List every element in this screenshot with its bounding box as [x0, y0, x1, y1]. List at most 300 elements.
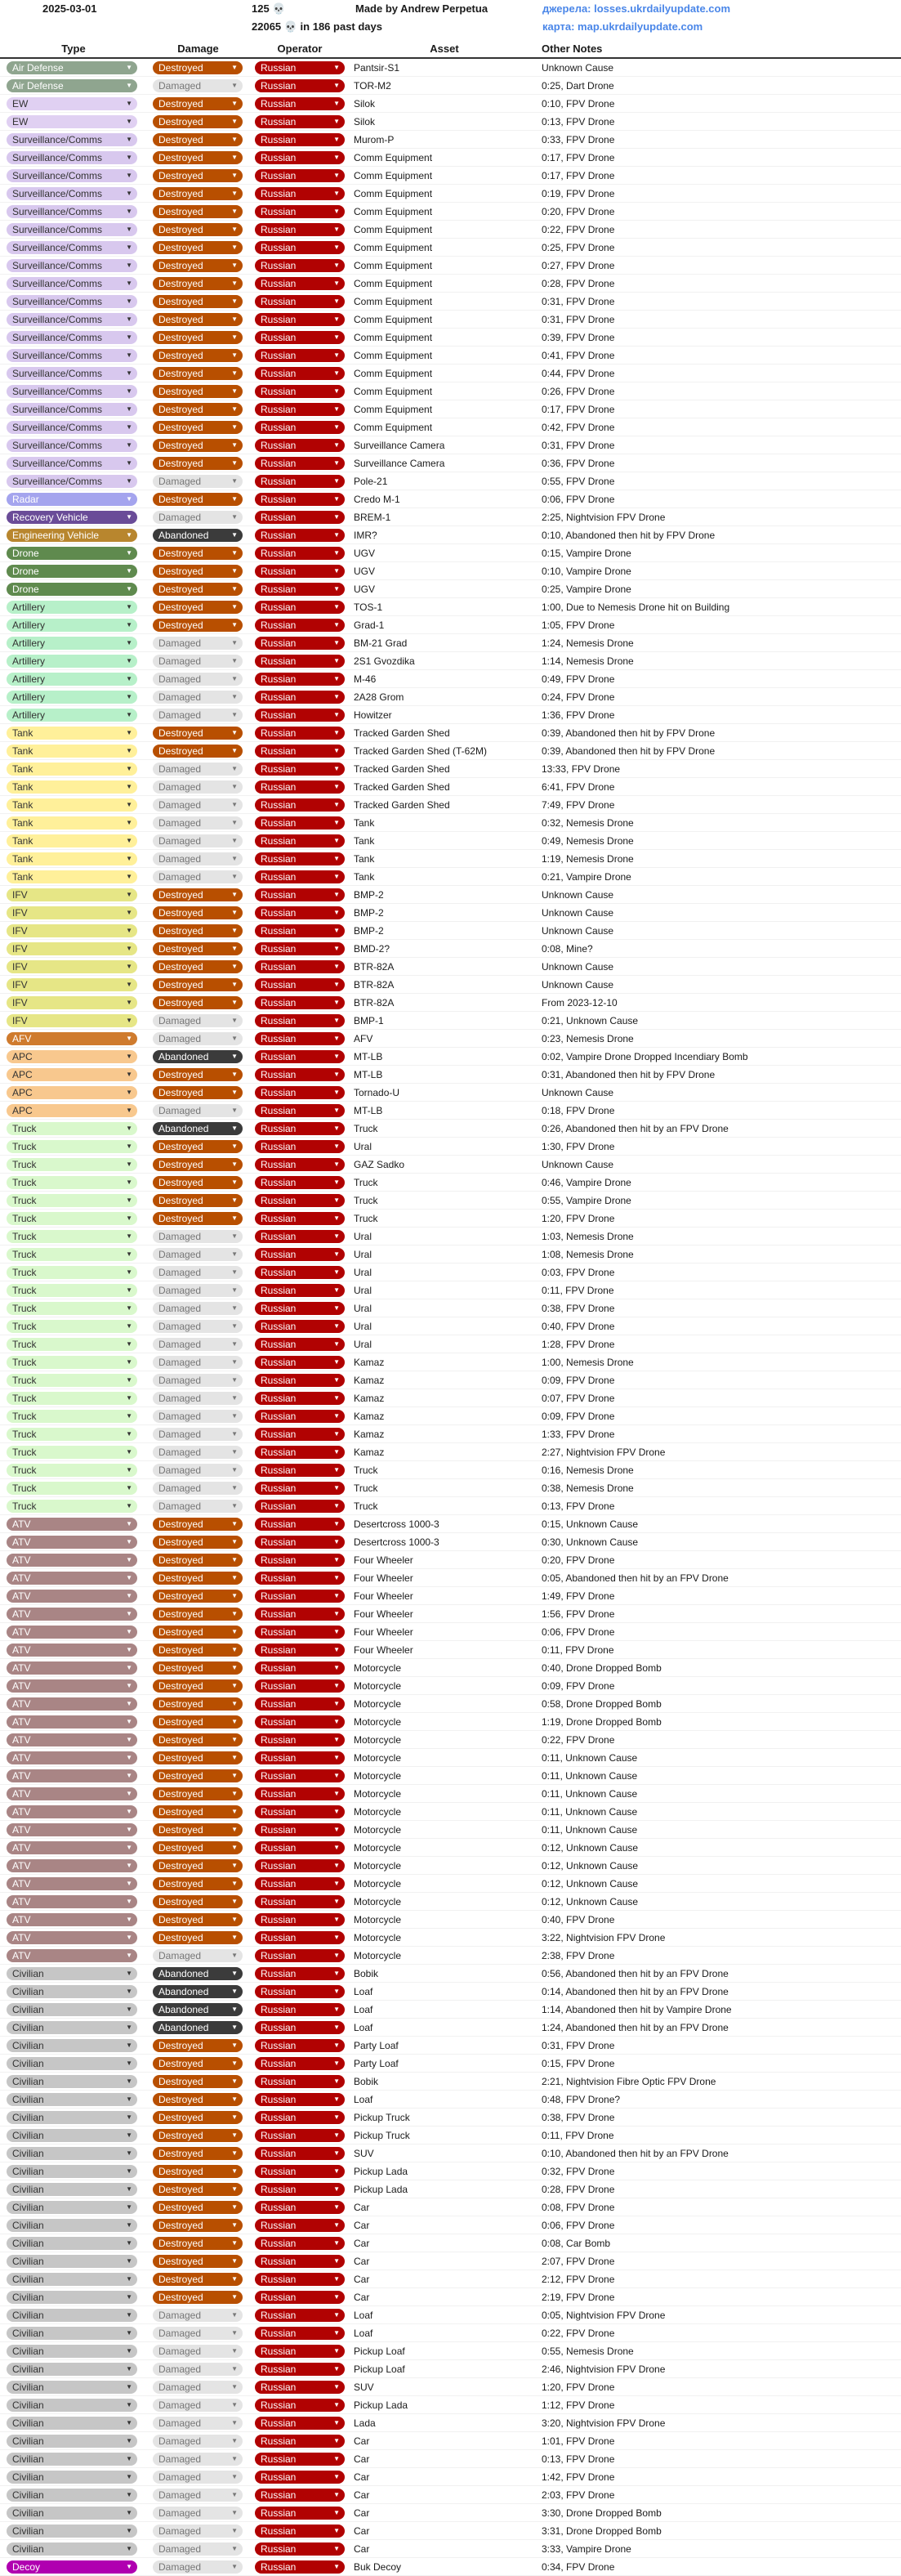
operator-dropdown[interactable]	[255, 1841, 345, 1854]
notes-cell[interactable]: 0:09, FPV Drone	[542, 1679, 615, 1692]
notes-cell[interactable]: 0:22, FPV Drone	[542, 2327, 615, 2339]
operator-dropdown[interactable]	[255, 1122, 345, 1135]
operator-dropdown[interactable]	[255, 1086, 345, 1099]
notes-cell[interactable]: 0:39, FPV Drone	[542, 331, 615, 343]
asset-cell[interactable]: Truck	[354, 1482, 378, 1494]
asset-cell[interactable]: Car	[354, 2273, 370, 2285]
damage-dropdown[interactable]	[153, 1032, 243, 1045]
notes-cell[interactable]: 1:36, FPV Drone	[542, 709, 615, 721]
operator-dropdown[interactable]	[255, 493, 345, 506]
notes-cell[interactable]: 0:31, FPV Drone	[542, 2039, 615, 2051]
asset-cell[interactable]: Comm Equipment	[354, 259, 433, 271]
operator-dropdown[interactable]	[255, 1536, 345, 1549]
asset-cell[interactable]: Truck	[354, 1212, 378, 1224]
damage-dropdown[interactable]	[153, 1392, 243, 1405]
notes-cell[interactable]: 0:11, Unknown Cause	[542, 1751, 638, 1764]
type-dropdown[interactable]	[7, 2435, 137, 2448]
asset-cell[interactable]: Comm Equipment	[354, 277, 433, 289]
notes-cell[interactable]: Unknown Cause	[542, 960, 614, 973]
operator-dropdown[interactable]	[255, 1985, 345, 1998]
operator-dropdown[interactable]	[255, 1410, 345, 1423]
operator-dropdown[interactable]	[255, 277, 345, 290]
type-dropdown[interactable]	[7, 1428, 137, 1441]
notes-cell[interactable]: 0:10, FPV Drone	[542, 97, 615, 110]
notes-cell[interactable]: 0:11, Unknown Cause	[542, 1805, 638, 1818]
type-dropdown[interactable]	[7, 2471, 137, 2484]
type-dropdown[interactable]	[7, 673, 137, 686]
operator-dropdown[interactable]	[255, 2453, 345, 2466]
type-dropdown[interactable]	[7, 1194, 137, 1207]
operator-dropdown[interactable]	[255, 1967, 345, 1980]
damage-dropdown[interactable]	[153, 439, 243, 452]
operator-dropdown[interactable]	[255, 2093, 345, 2106]
operator-dropdown[interactable]	[255, 2489, 345, 2502]
damage-dropdown[interactable]	[153, 888, 243, 901]
operator-dropdown[interactable]	[255, 1158, 345, 1171]
asset-cell[interactable]: Credo M-1	[354, 493, 400, 505]
asset-cell[interactable]: UGV	[354, 583, 376, 595]
notes-cell[interactable]: 0:11, FPV Drone	[542, 2129, 614, 2141]
notes-cell[interactable]: 0:49, FPV Drone	[542, 673, 615, 685]
operator-dropdown[interactable]	[255, 259, 345, 272]
type-dropdown[interactable]	[7, 1626, 137, 1639]
damage-dropdown[interactable]	[153, 745, 243, 758]
type-dropdown[interactable]	[7, 2057, 137, 2070]
damage-dropdown[interactable]	[153, 673, 243, 686]
notes-cell[interactable]: 0:34, FPV Drone	[542, 2560, 615, 2573]
asset-cell[interactable]: Motorcycle	[354, 1931, 402, 1943]
damage-dropdown[interactable]	[153, 241, 243, 254]
notes-cell[interactable]: 0:21, Unknown Cause	[542, 1014, 639, 1026]
notes-cell[interactable]: 1:56, FPV Drone	[542, 1608, 615, 1620]
operator-dropdown[interactable]	[255, 1446, 345, 1459]
operator-dropdown[interactable]	[255, 1733, 345, 1746]
damage-dropdown[interactable]	[153, 511, 243, 524]
asset-cell[interactable]: Bobik	[354, 2075, 379, 2087]
notes-cell[interactable]: 0:55, Vampire Drone	[542, 1194, 631, 1206]
asset-cell[interactable]: Motorcycle	[354, 1697, 402, 1710]
notes-cell[interactable]: 1:12, FPV Drone	[542, 2399, 615, 2411]
operator-dropdown[interactable]	[255, 1194, 345, 1207]
asset-cell[interactable]: Four Wheeler	[354, 1590, 413, 1602]
damage-dropdown[interactable]	[153, 1572, 243, 1585]
type-dropdown[interactable]	[7, 1266, 137, 1279]
operator-dropdown[interactable]	[255, 2273, 345, 2286]
type-dropdown[interactable]	[7, 1661, 137, 1675]
damage-dropdown[interactable]	[153, 2399, 243, 2412]
notes-cell[interactable]: 0:20, FPV Drone	[542, 1554, 615, 1566]
asset-cell[interactable]: Pole-21	[354, 475, 388, 487]
notes-cell[interactable]: 1:00, Nemesis Drone	[542, 1356, 634, 1368]
damage-dropdown[interactable]	[153, 1248, 243, 1261]
notes-cell[interactable]: 0:07, FPV Drone	[542, 1392, 615, 1404]
asset-cell[interactable]: Tracked Garden Shed	[354, 780, 450, 793]
operator-dropdown[interactable]	[255, 1751, 345, 1764]
asset-cell[interactable]: BMP-2	[354, 906, 384, 919]
asset-cell[interactable]: Motorcycle	[354, 1823, 402, 1836]
asset-cell[interactable]: MT-LB	[354, 1104, 383, 1116]
operator-dropdown[interactable]	[255, 2219, 345, 2232]
operator-dropdown[interactable]	[255, 1644, 345, 1657]
notes-cell[interactable]: 0:39, Abandoned then hit by FPV Drone	[542, 745, 716, 757]
notes-cell[interactable]: 0:38, FPV Drone	[542, 1302, 615, 1314]
type-dropdown[interactable]	[7, 1590, 137, 1603]
asset-cell[interactable]: Comm Equipment	[354, 367, 433, 379]
type-dropdown[interactable]	[7, 1482, 137, 1495]
asset-cell[interactable]: Four Wheeler	[354, 1644, 413, 1656]
type-dropdown[interactable]	[7, 1733, 137, 1746]
operator-dropdown[interactable]	[255, 673, 345, 686]
notes-cell[interactable]: 0:10, Abandoned then hit by FPV Drone	[542, 529, 716, 541]
operator-dropdown[interactable]	[255, 1949, 345, 1962]
notes-cell[interactable]: 6:41, FPV Drone	[542, 780, 615, 793]
notes-cell[interactable]: 2:25, Nightvision FPV Drone	[542, 511, 666, 523]
operator-dropdown[interactable]	[255, 1500, 345, 1513]
type-dropdown[interactable]	[7, 888, 137, 901]
damage-dropdown[interactable]	[153, 2542, 243, 2556]
operator-dropdown[interactable]	[255, 2309, 345, 2322]
damage-dropdown[interactable]	[153, 295, 243, 308]
asset-cell[interactable]: Kamaz	[354, 1374, 385, 1386]
asset-cell[interactable]: Car	[354, 2542, 370, 2555]
damage-dropdown[interactable]	[153, 2381, 243, 2394]
damage-dropdown[interactable]	[153, 1212, 243, 1225]
notes-cell[interactable]: 2:12, FPV Drone	[542, 2273, 615, 2285]
type-dropdown[interactable]	[7, 277, 137, 290]
operator-dropdown[interactable]	[255, 1014, 345, 1027]
type-dropdown[interactable]	[7, 2237, 137, 2250]
asset-cell[interactable]: Comm Equipment	[354, 241, 433, 253]
operator-dropdown[interactable]	[255, 1140, 345, 1153]
notes-cell[interactable]: 2:27, Nightvision FPV Drone	[542, 1446, 666, 1458]
asset-cell[interactable]: Ural	[354, 1320, 372, 1332]
type-dropdown[interactable]	[7, 2309, 137, 2322]
notes-cell[interactable]: 0:28, FPV Drone	[542, 2183, 615, 2195]
notes-cell[interactable]: 0:13, FPV Drone	[542, 2453, 615, 2465]
operator-dropdown[interactable]	[255, 816, 345, 830]
operator-dropdown[interactable]	[255, 1931, 345, 1944]
notes-cell[interactable]: 0:22, FPV Drone	[542, 1733, 615, 1746]
type-dropdown[interactable]	[7, 1176, 137, 1189]
damage-dropdown[interactable]	[153, 1769, 243, 1782]
operator-dropdown[interactable]	[255, 1104, 345, 1117]
type-dropdown[interactable]	[7, 349, 137, 362]
damage-dropdown[interactable]	[153, 1374, 243, 1387]
damage-dropdown[interactable]	[153, 115, 243, 128]
type-dropdown[interactable]	[7, 1230, 137, 1243]
type-dropdown[interactable]	[7, 385, 137, 398]
operator-dropdown[interactable]	[255, 295, 345, 308]
operator-dropdown[interactable]	[255, 2255, 345, 2268]
type-dropdown[interactable]	[7, 1284, 137, 1297]
operator-dropdown[interactable]	[255, 709, 345, 722]
damage-dropdown[interactable]	[153, 1536, 243, 1549]
notes-cell[interactable]: 1:33, FPV Drone	[542, 1428, 615, 1440]
damage-dropdown[interactable]	[153, 403, 243, 416]
damage-dropdown[interactable]	[153, 1805, 243, 1818]
operator-dropdown[interactable]	[255, 852, 345, 865]
type-dropdown[interactable]	[7, 906, 137, 919]
damage-dropdown[interactable]	[153, 1733, 243, 1746]
damage-dropdown[interactable]	[153, 1751, 243, 1764]
asset-cell[interactable]: Comm Equipment	[354, 151, 433, 163]
damage-dropdown[interactable]	[153, 2309, 243, 2322]
notes-cell[interactable]: 0:25, Vampire Drone	[542, 583, 631, 595]
damage-dropdown[interactable]	[153, 870, 243, 883]
operator-dropdown[interactable]	[255, 2039, 345, 2052]
notes-cell[interactable]: 0:31, FPV Drone	[542, 439, 615, 451]
damage-dropdown[interactable]	[153, 475, 243, 488]
asset-cell[interactable]: Truck	[354, 1500, 378, 1512]
notes-cell[interactable]: 0:40, FPV Drone	[542, 1320, 615, 1332]
notes-cell[interactable]: 0:05, Nightvision FPV Drone	[542, 2309, 666, 2321]
notes-cell[interactable]: 0:20, FPV Drone	[542, 205, 615, 217]
damage-dropdown[interactable]	[153, 1823, 243, 1836]
asset-cell[interactable]: Truck	[354, 1464, 378, 1476]
damage-dropdown[interactable]	[153, 1266, 243, 1279]
operator-dropdown[interactable]	[255, 2129, 345, 2142]
operator-dropdown[interactable]	[255, 115, 345, 128]
damage-dropdown[interactable]	[153, 1913, 243, 1926]
asset-cell[interactable]: Ural	[354, 1284, 372, 1296]
damage-dropdown[interactable]	[153, 79, 243, 92]
asset-cell[interactable]: Silok	[354, 97, 376, 110]
damage-dropdown[interactable]	[153, 583, 243, 596]
notes-cell[interactable]: 2:38, FPV Drone	[542, 1949, 615, 1961]
notes-cell[interactable]: 0:24, FPV Drone	[542, 691, 615, 703]
type-dropdown[interactable]	[7, 259, 137, 272]
damage-dropdown[interactable]	[153, 205, 243, 218]
notes-cell[interactable]: 0:40, FPV Drone	[542, 1913, 615, 1925]
damage-dropdown[interactable]	[153, 2165, 243, 2178]
notes-cell[interactable]: 0:58, Drone Dropped Bomb	[542, 1697, 662, 1710]
type-dropdown[interactable]	[7, 187, 137, 200]
operator-dropdown[interactable]	[255, 349, 345, 362]
asset-cell[interactable]: Comm Equipment	[354, 295, 433, 307]
operator-dropdown[interactable]	[255, 1428, 345, 1441]
type-dropdown[interactable]	[7, 1985, 137, 1998]
type-dropdown[interactable]	[7, 1320, 137, 1333]
type-dropdown[interactable]	[7, 2507, 137, 2520]
operator-dropdown[interactable]	[255, 745, 345, 758]
type-dropdown[interactable]	[7, 1931, 137, 1944]
operator-dropdown[interactable]	[255, 187, 345, 200]
notes-cell[interactable]: 1:24, Nemesis Drone	[542, 637, 634, 649]
operator-dropdown[interactable]	[255, 1769, 345, 1782]
asset-cell[interactable]: Ural	[354, 1248, 372, 1260]
damage-dropdown[interactable]	[153, 2525, 243, 2538]
type-dropdown[interactable]	[7, 241, 137, 254]
operator-dropdown[interactable]	[255, 241, 345, 254]
damage-dropdown[interactable]	[153, 1086, 243, 1099]
notes-cell[interactable]: 1:28, FPV Drone	[542, 1338, 615, 1350]
damage-dropdown[interactable]	[153, 2237, 243, 2250]
operator-dropdown[interactable]	[255, 1823, 345, 1836]
damage-dropdown[interactable]	[153, 1626, 243, 1639]
notes-cell[interactable]: 0:11, Unknown Cause	[542, 1787, 638, 1800]
asset-cell[interactable]: Pickup Truck	[354, 2111, 410, 2123]
notes-cell[interactable]: 0:38, FPV Drone	[542, 2111, 615, 2123]
damage-dropdown[interactable]	[153, 1104, 243, 1117]
asset-cell[interactable]: Buk Decoy	[354, 2560, 402, 2573]
asset-cell[interactable]: Motorcycle	[354, 1751, 402, 1764]
asset-cell[interactable]: Motorcycle	[354, 1715, 402, 1728]
notes-cell[interactable]: 0:15, FPV Drone	[542, 2057, 615, 2069]
damage-dropdown[interactable]	[153, 1194, 243, 1207]
damage-dropdown[interactable]	[153, 2489, 243, 2502]
type-dropdown[interactable]	[7, 1697, 137, 1711]
damage-dropdown[interactable]	[153, 2471, 243, 2484]
operator-dropdown[interactable]	[255, 1392, 345, 1405]
operator-dropdown[interactable]	[255, 457, 345, 470]
operator-dropdown[interactable]	[255, 960, 345, 973]
type-dropdown[interactable]	[7, 2417, 137, 2430]
operator-dropdown[interactable]	[255, 133, 345, 146]
notes-cell[interactable]: 1:20, FPV Drone	[542, 1212, 615, 1224]
operator-dropdown[interactable]	[255, 421, 345, 434]
asset-cell[interactable]: Motorcycle	[354, 1769, 402, 1782]
damage-dropdown[interactable]	[153, 655, 243, 668]
type-dropdown[interactable]	[7, 655, 137, 668]
asset-cell[interactable]: Ural	[354, 1140, 372, 1152]
damage-dropdown[interactable]	[153, 2507, 243, 2520]
damage-dropdown[interactable]	[153, 727, 243, 740]
operator-dropdown[interactable]	[255, 367, 345, 380]
damage-dropdown[interactable]	[153, 1230, 243, 1243]
operator-dropdown[interactable]	[255, 2542, 345, 2556]
notes-cell[interactable]: 0:08, FPV Drone	[542, 2201, 615, 2213]
asset-cell[interactable]: AFV	[354, 1032, 373, 1044]
notes-cell[interactable]: 0:06, FPV Drone	[542, 1626, 615, 1638]
damage-dropdown[interactable]	[153, 2273, 243, 2286]
type-dropdown[interactable]	[7, 223, 137, 236]
asset-cell[interactable]: Ural	[354, 1266, 372, 1278]
damage-dropdown[interactable]	[153, 1428, 243, 1441]
asset-cell[interactable]: Motorcycle	[354, 1805, 402, 1818]
notes-cell[interactable]: 1:24, Abandoned then hit by an FPV Drone	[542, 2021, 729, 2033]
damage-dropdown[interactable]	[153, 1014, 243, 1027]
operator-dropdown[interactable]	[255, 529, 345, 542]
damage-dropdown[interactable]	[153, 259, 243, 272]
operator-dropdown[interactable]	[255, 942, 345, 955]
notes-cell[interactable]: 0:14, Abandoned then hit by an FPV Drone	[542, 1985, 729, 1997]
type-dropdown[interactable]	[7, 169, 137, 182]
type-dropdown[interactable]	[7, 205, 137, 218]
asset-cell[interactable]: Pickup Lada	[354, 2165, 408, 2177]
damage-dropdown[interactable]	[153, 1715, 243, 1729]
damage-dropdown[interactable]	[153, 1841, 243, 1854]
damage-dropdown[interactable]	[153, 1140, 243, 1153]
damage-dropdown[interactable]	[153, 223, 243, 236]
asset-cell[interactable]: BM-21 Grad	[354, 637, 408, 649]
notes-cell[interactable]: 1:14, Abandoned then hit by Vampire Drone	[542, 2003, 732, 2015]
asset-cell[interactable]: Pickup Loaf	[354, 2345, 405, 2357]
notes-cell[interactable]: 0:10, Vampire Drone	[542, 565, 631, 577]
damage-dropdown[interactable]	[153, 1482, 243, 1495]
damage-dropdown[interactable]	[153, 133, 243, 146]
asset-cell[interactable]: BTR-82A	[354, 960, 395, 973]
asset-cell[interactable]: Howitzer	[354, 709, 392, 721]
type-dropdown[interactable]	[7, 1518, 137, 1531]
asset-cell[interactable]: Motorcycle	[354, 1679, 402, 1692]
asset-cell[interactable]: Loaf	[354, 2021, 373, 2033]
damage-dropdown[interactable]	[153, 2003, 243, 2016]
operator-dropdown[interactable]	[255, 996, 345, 1009]
notes-cell[interactable]: 2:46, Nightvision FPV Drone	[542, 2363, 666, 2375]
asset-cell[interactable]: Comm Equipment	[354, 403, 433, 415]
type-dropdown[interactable]	[7, 942, 137, 955]
type-dropdown[interactable]	[7, 1014, 137, 1027]
type-dropdown[interactable]	[7, 727, 137, 740]
operator-dropdown[interactable]	[255, 1284, 345, 1297]
asset-cell[interactable]: Loaf	[354, 2003, 373, 2015]
operator-dropdown[interactable]	[255, 2560, 345, 2574]
operator-dropdown[interactable]	[255, 1554, 345, 1567]
type-dropdown[interactable]	[7, 2255, 137, 2268]
notes-cell[interactable]: 0:12, Unknown Cause	[542, 1877, 639, 1890]
notes-cell[interactable]: 1:20, FPV Drone	[542, 2381, 615, 2393]
type-dropdown[interactable]	[7, 331, 137, 344]
operator-dropdown[interactable]	[255, 2363, 345, 2376]
asset-cell[interactable]: Comm Equipment	[354, 223, 433, 235]
asset-cell[interactable]: BTR-82A	[354, 996, 395, 1008]
type-dropdown[interactable]	[7, 1895, 137, 1908]
notes-cell[interactable]: 0:55, FPV Drone	[542, 475, 615, 487]
damage-dropdown[interactable]	[153, 1949, 243, 1962]
damage-dropdown[interactable]	[153, 1644, 243, 1657]
notes-cell[interactable]: 0:39, Abandoned then hit by FPV Drone	[542, 727, 716, 739]
notes-cell[interactable]: 1:05, FPV Drone	[542, 619, 615, 631]
type-dropdown[interactable]	[7, 2542, 137, 2556]
operator-dropdown[interactable]	[255, 1715, 345, 1729]
damage-dropdown[interactable]	[153, 1500, 243, 1513]
operator-dropdown[interactable]	[255, 888, 345, 901]
asset-cell[interactable]: Tornado-U	[354, 1086, 400, 1098]
asset-cell[interactable]: Motorcycle	[354, 1859, 402, 1872]
asset-cell[interactable]: Comm Equipment	[354, 187, 433, 199]
type-dropdown[interactable]	[7, 1500, 137, 1513]
asset-cell[interactable]: Tracked Garden Shed (T-62M)	[354, 745, 487, 757]
damage-dropdown[interactable]	[153, 834, 243, 847]
damage-dropdown[interactable]	[153, 960, 243, 973]
operator-dropdown[interactable]	[255, 655, 345, 668]
operator-dropdown[interactable]	[255, 924, 345, 937]
damage-dropdown[interactable]	[153, 367, 243, 380]
notes-cell[interactable]: 0:32, Nemesis Drone	[542, 816, 634, 829]
notes-cell[interactable]: 2:19, FPV Drone	[542, 2291, 615, 2303]
type-dropdown[interactable]	[7, 1374, 137, 1387]
damage-dropdown[interactable]	[153, 1967, 243, 1980]
asset-cell[interactable]: Tracked Garden Shed	[354, 763, 450, 775]
notes-cell[interactable]: 1:03, Nemesis Drone	[542, 1230, 634, 1242]
asset-cell[interactable]: SUV	[354, 2381, 374, 2393]
operator-dropdown[interactable]	[255, 1050, 345, 1063]
operator-dropdown[interactable]	[255, 331, 345, 344]
asset-cell[interactable]: Car	[354, 2453, 370, 2465]
damage-dropdown[interactable]	[153, 2345, 243, 2358]
asset-cell[interactable]: Car	[354, 2291, 370, 2303]
type-dropdown[interactable]	[7, 2363, 137, 2376]
notes-cell[interactable]: 0:56, Abandoned then hit by an FPV Drone	[542, 1967, 729, 1979]
operator-dropdown[interactable]	[255, 1230, 345, 1243]
damage-dropdown[interactable]	[153, 619, 243, 632]
notes-cell[interactable]: Unknown Cause	[542, 888, 614, 901]
damage-dropdown[interactable]	[153, 2453, 243, 2466]
type-dropdown[interactable]	[7, 2111, 137, 2124]
operator-dropdown[interactable]	[255, 2525, 345, 2538]
type-dropdown[interactable]	[7, 565, 137, 578]
type-dropdown[interactable]	[7, 2183, 137, 2196]
